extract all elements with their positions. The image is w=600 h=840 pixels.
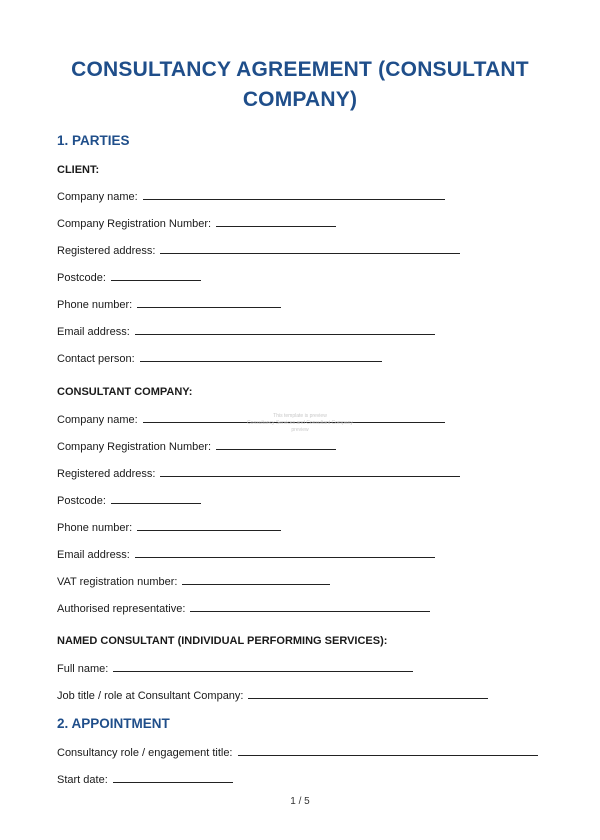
field-label: Email address: [57,549,130,561]
field-named-consultant-job-title [57,688,488,703]
field-label: VAT registration number: [57,576,178,588]
section-heading-parties: 1. PARTIES [57,133,130,148]
blank-line[interactable] [113,772,233,783]
field-consultant-registration-number [57,439,336,454]
field-consultant-email-address [57,547,435,562]
field-start-date [57,772,233,787]
blank-line[interactable] [111,493,201,504]
field-client-company-name [57,189,445,204]
field-label: Phone number: [57,299,133,311]
field-consultant-authorised-representative [57,601,430,616]
blank-line[interactable] [137,520,281,531]
blank-line[interactable] [143,189,445,200]
field-consultant-phone-number [57,520,281,535]
field-client-email-address [57,324,435,339]
blank-line[interactable] [113,661,413,672]
field-engagement-title [57,745,538,760]
field-label: Start date: [57,774,108,786]
field-label: Job title / role at Consultant Company: [57,690,244,702]
blank-line[interactable] [160,466,460,477]
field-label: Company Registration Number: [57,441,212,453]
section-heading-appointment: 2. APPOINTMENT [57,716,170,731]
field-label: Contact person: [57,353,135,365]
field-label: Email address: [57,326,130,338]
field-label: Authorised representative: [57,603,186,615]
field-client-phone-number [57,297,281,312]
field-label: Registered address: [57,468,156,480]
blank-line[interactable] [216,216,336,227]
field-named-consultant-full-name [57,661,413,676]
field-client-postcode [57,270,201,285]
blank-line[interactable] [137,297,281,308]
field-label: Company name: [57,191,138,203]
subheading-named-consultant: NAMED CONSULTANT (INDIVIDUAL PERFORMING SERVICES): [57,635,388,647]
blank-line[interactable] [182,574,330,585]
field-label: Postcode: [57,272,106,284]
blank-line[interactable] [190,601,430,612]
page-number: 1 / 5 [290,796,310,807]
field-label: Company name: [57,414,138,426]
blank-line[interactable] [160,243,460,254]
document-title: CONSULTANCY AGREEMENT (CONSULTANT COMPANY) [71,58,529,111]
field-client-registration-number [57,216,336,231]
subheading-client: CLIENT: [57,164,100,176]
field-consultant-registered-address [57,466,460,481]
blank-line[interactable] [111,270,201,281]
subheading-consultant-company: CONSULTANT COMPANY: [57,386,193,398]
field-label: Full name: [57,663,109,675]
watermark-line: This template is preview [273,413,327,419]
watermark-line: Consultancy Services and Consultant Company preview [247,420,353,433]
field-label: Consultancy role / engagement title: [57,747,233,759]
blank-line[interactable] [216,439,336,450]
blank-line[interactable] [140,351,382,362]
field-label: Postcode: [57,495,106,507]
field-client-registered-address [57,243,460,258]
blank-line[interactable] [135,547,435,558]
blank-line[interactable] [248,688,488,699]
field-consultant-vat-number [57,574,330,589]
blank-line[interactable] [238,745,538,756]
field-label: Registered address: [57,245,156,257]
preview-watermark [240,413,360,434]
field-label: Company Registration Number: [57,218,212,230]
field-consultant-postcode [57,493,201,508]
blank-line[interactable] [135,324,435,335]
field-client-contact-person [57,351,382,366]
field-label: Phone number: [57,522,133,534]
